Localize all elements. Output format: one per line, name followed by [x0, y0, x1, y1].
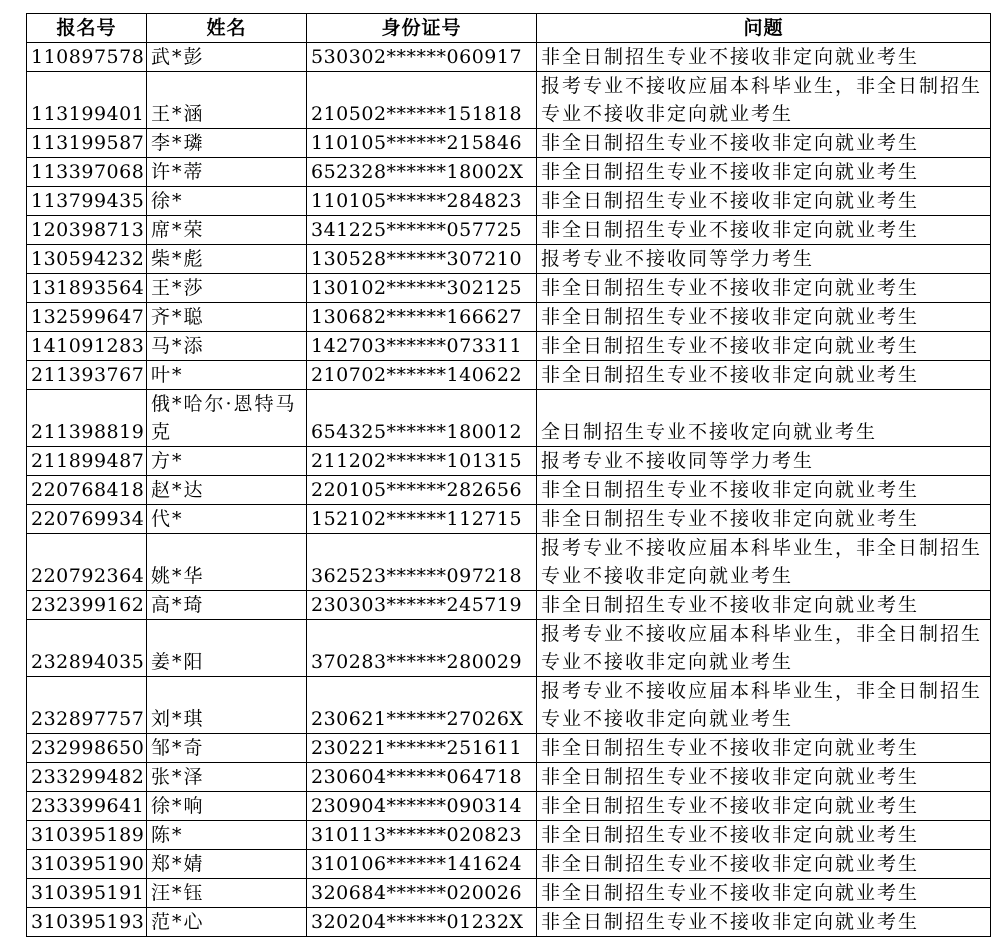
cell-name: 姚*华 — [147, 534, 307, 591]
table-row — [27, 158, 991, 187]
cell-registration-number: 310395191 — [27, 879, 147, 908]
table-row — [27, 763, 991, 792]
cell-issue: 全日制招生专业不接收定向就业考生 — [537, 390, 991, 447]
cell-id-card-number: 210702******140622 — [307, 361, 537, 390]
cell-name: 汪*钰 — [147, 879, 307, 908]
cell-name: 代* — [147, 505, 307, 534]
applicant-issues-table — [26, 13, 991, 937]
cell-registration-number: 132599647 — [27, 303, 147, 332]
table-row — [27, 43, 991, 72]
cell-registration-number: 310395189 — [27, 821, 147, 850]
table-row — [27, 591, 991, 620]
cell-registration-number: 232897757 — [27, 677, 147, 734]
cell-id-card-number: 362523******097218 — [307, 534, 537, 591]
cell-issue: 非全日制招生专业不接收非定向就业考生 — [537, 158, 991, 187]
cell-issue: 非全日制招生专业不接收非定向就业考生 — [537, 908, 991, 937]
cell-id-card-number: 152102******112715 — [307, 505, 537, 534]
table-row — [27, 476, 991, 505]
cell-name: 柴*彪 — [147, 245, 307, 274]
table-row — [27, 332, 991, 361]
table-row — [27, 620, 991, 677]
cell-id-card-number: 130528******307210 — [307, 245, 537, 274]
table-row — [27, 245, 991, 274]
cell-issue: 非全日制招生专业不接收非定向就业考生 — [537, 187, 991, 216]
cell-registration-number: 232894035 — [27, 620, 147, 677]
header-registration-number: 报名号 — [27, 14, 147, 43]
cell-registration-number: 232399162 — [27, 591, 147, 620]
cell-issue: 非全日制招生专业不接收非定向就业考生 — [537, 879, 991, 908]
cell-id-card-number: 530302******060917 — [307, 43, 537, 72]
table-row — [27, 216, 991, 245]
cell-registration-number: 233399641 — [27, 792, 147, 821]
cell-name: 王*涵 — [147, 72, 307, 129]
cell-name: 席*荣 — [147, 216, 307, 245]
cell-id-card-number: 230621******27026X — [307, 677, 537, 734]
cell-issue: 非全日制招生专业不接收非定向就业考生 — [537, 734, 991, 763]
cell-id-card-number: 320684******020026 — [307, 879, 537, 908]
cell-registration-number: 220792364 — [27, 534, 147, 591]
cell-id-card-number: 230221******251611 — [307, 734, 537, 763]
cell-name: 邹*奇 — [147, 734, 307, 763]
table-row — [27, 850, 991, 879]
cell-registration-number: 120398713 — [27, 216, 147, 245]
cell-id-card-number: 310106******141624 — [307, 850, 537, 879]
cell-registration-number: 131893564 — [27, 274, 147, 303]
cell-name: 郑*婧 — [147, 850, 307, 879]
applicant-issues-table-container — [26, 13, 990, 937]
table-row — [27, 792, 991, 821]
cell-registration-number: 211393767 — [27, 361, 147, 390]
table-row — [27, 303, 991, 332]
cell-issue: 非全日制招生专业不接收非定向就业考生 — [537, 303, 991, 332]
table-row — [27, 908, 991, 937]
cell-name: 高*琦 — [147, 591, 307, 620]
table-header-row — [27, 14, 991, 43]
table-row — [27, 534, 991, 591]
cell-id-card-number: 110105******215846 — [307, 129, 537, 158]
cell-issue: 非全日制招生专业不接收非定向就业考生 — [537, 216, 991, 245]
cell-issue: 报考专业不接收同等学力考生 — [537, 245, 991, 274]
cell-registration-number: 233299482 — [27, 763, 147, 792]
table-row — [27, 447, 991, 476]
cell-name: 张*泽 — [147, 763, 307, 792]
cell-id-card-number: 210502******151818 — [307, 72, 537, 129]
header-issue: 问题 — [537, 14, 991, 43]
cell-id-card-number: 370283******280029 — [307, 620, 537, 677]
table-row — [27, 72, 991, 129]
cell-registration-number: 113199401 — [27, 72, 147, 129]
cell-name: 徐* — [147, 187, 307, 216]
table-row — [27, 187, 991, 216]
cell-name: 王*莎 — [147, 274, 307, 303]
cell-registration-number: 310395190 — [27, 850, 147, 879]
cell-registration-number: 310395193 — [27, 908, 147, 937]
cell-issue: 非全日制招生专业不接收非定向就业考生 — [537, 591, 991, 620]
cell-name: 陈* — [147, 821, 307, 850]
cell-registration-number: 113397068 — [27, 158, 147, 187]
table-row — [27, 821, 991, 850]
cell-issue: 非全日制招生专业不接收非定向就业考生 — [537, 361, 991, 390]
cell-issue: 非全日制招生专业不接收非定向就业考生 — [537, 332, 991, 361]
cell-id-card-number: 320204******01232X — [307, 908, 537, 937]
table-row — [27, 734, 991, 763]
cell-id-card-number: 654325******180012 — [307, 390, 537, 447]
cell-id-card-number: 341225******057725 — [307, 216, 537, 245]
table-row — [27, 677, 991, 734]
cell-name: 俄*哈尔·恩特马克 — [147, 390, 307, 447]
cell-id-card-number: 230904******090314 — [307, 792, 537, 821]
cell-name: 武*彭 — [147, 43, 307, 72]
cell-issue: 非全日制招生专业不接收非定向就业考生 — [537, 129, 991, 158]
cell-registration-number: 232998650 — [27, 734, 147, 763]
table-row — [27, 129, 991, 158]
cell-issue: 非全日制招生专业不接收非定向就业考生 — [537, 43, 991, 72]
table-body — [27, 43, 991, 937]
cell-name: 许*蒂 — [147, 158, 307, 187]
cell-id-card-number: 220105******282656 — [307, 476, 537, 505]
cell-name: 刘*琪 — [147, 677, 307, 734]
cell-issue: 报考专业不接收应届本科毕业生，非全日制招生专业不接收非定向就业考生 — [537, 534, 991, 591]
cell-issue: 非全日制招生专业不接收非定向就业考生 — [537, 274, 991, 303]
cell-name: 徐*响 — [147, 792, 307, 821]
cell-name: 齐*聪 — [147, 303, 307, 332]
table-row — [27, 274, 991, 303]
table-row — [27, 505, 991, 534]
cell-issue: 报考专业不接收应届本科毕业生，非全日制招生专业不接收非定向就业考生 — [537, 72, 991, 129]
cell-id-card-number: 130682******166627 — [307, 303, 537, 332]
cell-registration-number: 211899487 — [27, 447, 147, 476]
cell-id-card-number: 110105******284823 — [307, 187, 537, 216]
cell-name: 叶* — [147, 361, 307, 390]
cell-id-card-number: 130102******302125 — [307, 274, 537, 303]
cell-registration-number: 130594232 — [27, 245, 147, 274]
header-name: 姓名 — [147, 14, 307, 43]
cell-registration-number: 110897578 — [27, 43, 147, 72]
cell-registration-number: 211398819 — [27, 390, 147, 447]
cell-id-card-number: 142703******073311 — [307, 332, 537, 361]
cell-name: 马*添 — [147, 332, 307, 361]
cell-issue: 报考专业不接收同等学力考生 — [537, 447, 991, 476]
cell-name: 范*心 — [147, 908, 307, 937]
header-id-card-number: 身份证号 — [307, 14, 537, 43]
cell-id-card-number: 652328******18002X — [307, 158, 537, 187]
cell-name: 姜*阳 — [147, 620, 307, 677]
cell-name: 赵*达 — [147, 476, 307, 505]
cell-name: 李*璘 — [147, 129, 307, 158]
table-row — [27, 361, 991, 390]
table-row — [27, 390, 991, 447]
cell-registration-number: 220768418 — [27, 476, 147, 505]
cell-id-card-number: 310113******020823 — [307, 821, 537, 850]
cell-id-card-number: 230303******245719 — [307, 591, 537, 620]
cell-issue: 报考专业不接收应届本科毕业生，非全日制招生专业不接收非定向就业考生 — [537, 620, 991, 677]
cell-registration-number: 113799435 — [27, 187, 147, 216]
cell-name: 方* — [147, 447, 307, 476]
cell-issue: 非全日制招生专业不接收非定向就业考生 — [537, 505, 991, 534]
cell-registration-number: 141091283 — [27, 332, 147, 361]
cell-issue: 非全日制招生专业不接收非定向就业考生 — [537, 821, 991, 850]
cell-id-card-number: 230604******064718 — [307, 763, 537, 792]
cell-issue: 非全日制招生专业不接收非定向就业考生 — [537, 763, 991, 792]
cell-issue: 非全日制招生专业不接收非定向就业考生 — [537, 476, 991, 505]
cell-issue: 非全日制招生专业不接收非定向就业考生 — [537, 792, 991, 821]
cell-issue: 报考专业不接收应届本科毕业生，非全日制招生专业不接收非定向就业考生 — [537, 677, 991, 734]
cell-id-card-number: 211202******101315 — [307, 447, 537, 476]
table-row — [27, 879, 991, 908]
cell-registration-number: 113199587 — [27, 129, 147, 158]
cell-registration-number: 220769934 — [27, 505, 147, 534]
cell-issue: 非全日制招生专业不接收非定向就业考生 — [537, 850, 991, 879]
